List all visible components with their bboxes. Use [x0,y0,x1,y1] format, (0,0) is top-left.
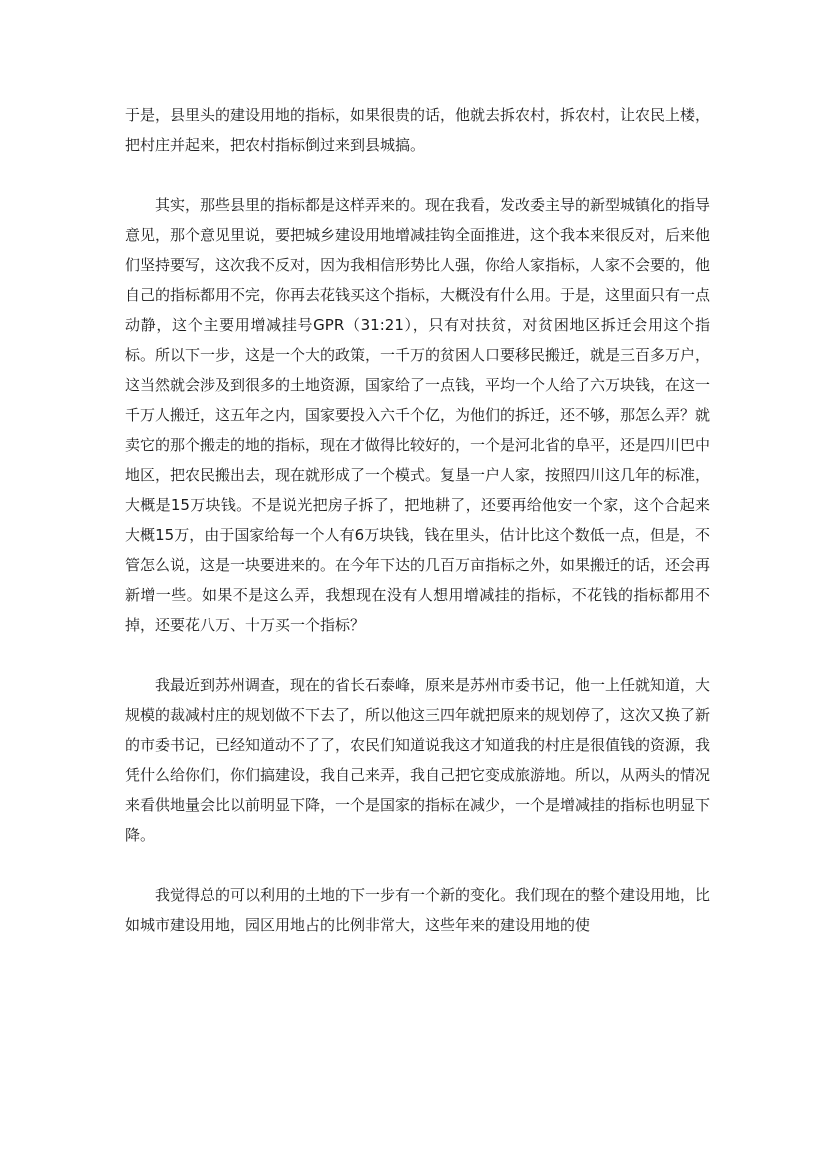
paragraph-gap [125,160,710,190]
paragraph-gap [125,850,710,880]
paragraph: 于是，县里头的建设用地的指标，如果很贵的话，他就去拆农村，拆农村，让农民上楼，把村庄并起来，把农村指标倒过来到县城搞。 [125,106,711,154]
paragraph: 其实，那些县里的指标都是这样弄来的。现在我看，发改委主导的新型城镇化的指导意见，那个意见里说，要把城乡建设用地增减挂钩全面推进，这个我本来很反对，后来他们坚持要写，这次我不反对，因为我相信形势比人强，你给人家指标，人家不会要的，他自己的指标都用不完，你再去花钱买这个指标，大概没有什么用。于是，这里面只有一点动静，这个主要用增减挂号GPR（31:21），只有对扶贫，对贫困地区拆迁会用这个指标。所以下一步，这是一个大的政策，一千万的贫困人口要移民搬迁，就是三百多万户，这当然就会涉及到很多的土地资源，国家给了一点钱，平均一个人给了六万块钱，在这一千万人搬迁，这五年之内，国家要投入六千个亿，为他们的拆迁，还不够，那怎么弄？就卖它的那个搬走的地的指标，现在才做得比较好的，一个是河北省的阜平，还是四川巴中地区，把农民搬出去，现在就形成了一个模式。复垦一户人家，按照四川这几年的标准，大概是15万块钱。不是说光把房子拆了，把地耕了，还要再给他安一个家，这个合起来大概15万，由于国家给每一个人有6万块钱，钱在里头，估计比这个数低一点，但是，不管怎么说，这是一块要进来的。在今年下达的几百万亩指标之外，如果搬迁的话，还会再新增一些。如果不是这么弄，我想现在没有人想用增减挂的指标，不花钱的指标都用不掉，还要花八万、十万买一个指标？ [125,196,711,634]
paragraph: 我最近到苏州调查，现在的省长石泰峰，原来是苏州市委书记，他一上任就知道，大规模的裁减村庄的规划做不下去了，所以他这三四年就把原来的规划停了，这次又换了新的市委书记，已经知道动不了了，农民们知道说我这才知道我的村庄是很值钱的资源，我凭什么给你们，你们搞建设，我自己来弄，我自己把它变成旅游地。所以，从两头的情况来看供地量会比以前明显下降，一个是国家的指标在减少，一个是增减挂的指标也明显下降。 [125,676,711,844]
paragraph: 我觉得总的可以利用的土地的下一步有一个新的变化。我们现在的整个建设用地，比如城市建设用地，园区用地占的比例非常大，这些年来的建设用地的使 [125,886,711,934]
paragraph-gap [125,640,710,670]
document-body [125,100,710,940]
